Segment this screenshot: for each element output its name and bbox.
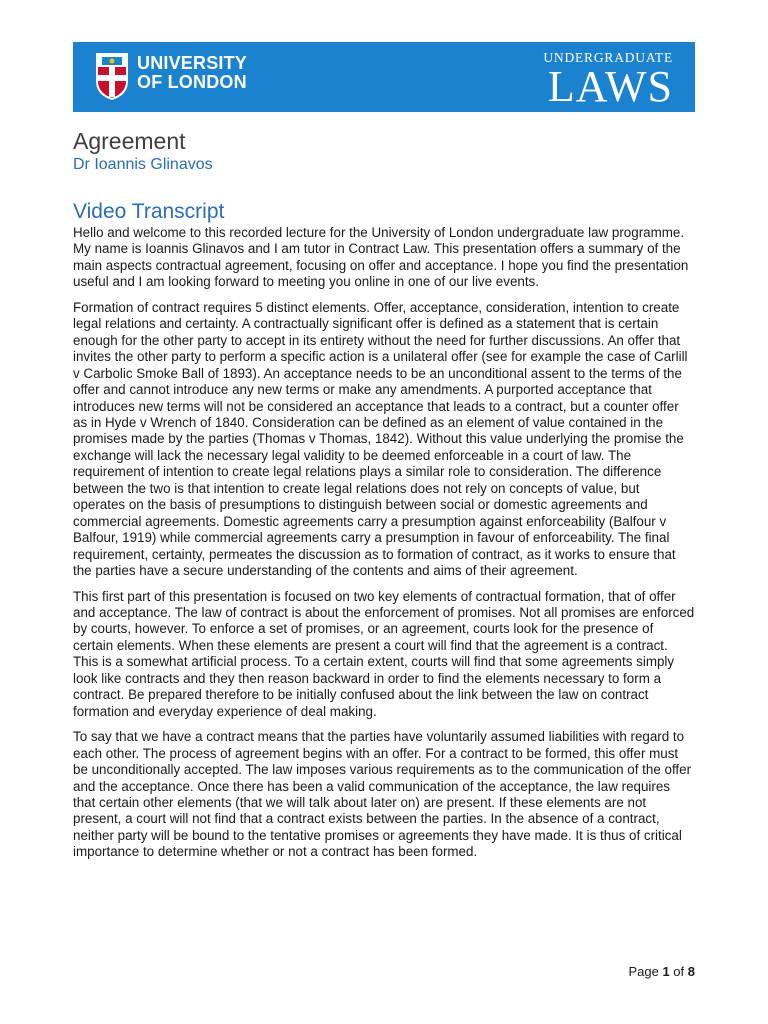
total-pages: 8 (687, 964, 695, 979)
document-title: Agreement (73, 128, 186, 154)
transcript-body (73, 225, 695, 870)
header-banner (73, 42, 695, 112)
section-heading: Video Transcript (73, 200, 225, 223)
programme-logo (543, 50, 673, 111)
current-page: 1 (662, 964, 670, 979)
programme-name: LAWS (547, 62, 673, 111)
of-word: of (673, 964, 685, 979)
page-number (628, 964, 695, 979)
paragraph: Hello and welcome to this recorded lecture for the University of London undergraduate law programme. My name is Ioannis Glinavos and I am tutor in Contract Law. This presentation offers a summary of the main aspects contractual agreement, focusing on offer and acceptance. I hope you find the presentation useful and I am looking forward to meeting you online in one of our live events. (73, 225, 689, 290)
university-name-line2: OF LONDON (137, 72, 247, 92)
university-name-line1: UNIVERSITY (137, 53, 248, 73)
university-crest-icon (94, 51, 130, 101)
programme-level: UNDERGRADUATE (543, 50, 673, 65)
document-author: Dr Ioannis Glinavos (73, 156, 213, 173)
paragraph: Formation of contract requires 5 distinct elements. Offer, acceptance, consideration, intention to create legal relations and certainty. A contractually significant offer is defined as a statement that is certain enough for the other party to accept in its entirety without the need for further discussions. An offer that invites the other party to perform a specific action is a unilateral offer (see for example the case of Carlill v Carbolic Smoke Ball of 1893). An acceptance needs to be an unconditional assent to the terms of the offer and cannot introduce any new terms or make any amendments. A purported acceptance that introduces new terms will not be considered an acceptance that leads to a contract, but a counter offer as in Hyde v Wrench of 1840. Consideration can be defined as an element of value contained in the promises made by the parties (Thomas v Thomas, 1842). Without this value underlying the promise the exchange will lack the necessary legal validity to be deemed enforceable in a court of law. The requirement of intention to create legal relations plays a similar role to consideration. The difference between the two is that intention to create legal relations does not rely on concepts of value, but operates on the basis of presumptions to distinguish between social or domestic agreements and commercial agreements. Domestic agreements carry a presumption against enforceability (Balfour v Balfour, 1919) while commercial agreements carry a presumption in favour of enforceability. The final requirement, certainty, permeates the discussion as to formation of contract, as it works to ensure that the parties have a secure understanding of the contents and aims of their agreement. (73, 299, 688, 579)
university-name (137, 54, 247, 92)
paragraph: This first part of this presentation is focused on two key elements of contractual formation, that of offer and acceptance. The law of contract is about the enforcement of promises. Not all promises are enforced by courts, however. To enforce a set of promises, or an agreement, courts look for the presence of certain elements. When these elements are present a court will find that the agreement is a contract. This is a somewhat artificial process. To a certain extent, courts will find that some agreements simply look like contracts and they then reason backward in order to find the elements necessary to form a contract. Be prepared therefore to be initially confused about the link between the law on contract formation and everyday experience of deal making. (73, 588, 695, 719)
page-word: Page (628, 964, 659, 979)
paragraph: To say that we have a contract means that the parties have voluntarily assumed liabilities with regard to each other. The process of agreement begins with an offer. For a contract to be formed, this offer must be unconditionally accepted. The law imposes various requirements as to the communication of the offer and the acceptance. Once there has been a valid communication of the acceptance, the law requires that certain other elements (that we will talk about later on) are present. If these elements are not present, a court will not find that a contract exists between the parties. In the absence of a contract, neither party will be bound to the tentative promises or agreements they have made. It is thus of critical importance to determine whether or not a contract has been formed. (73, 729, 692, 860)
